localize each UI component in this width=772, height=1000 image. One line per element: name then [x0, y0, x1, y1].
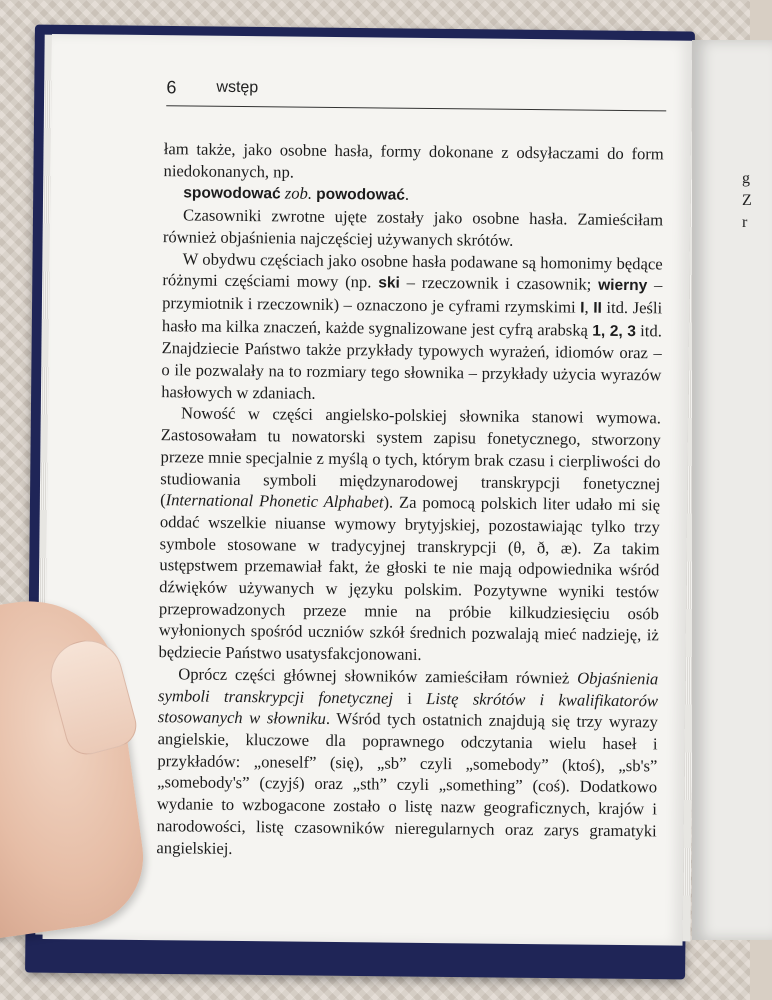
- italic-term: International Phonetic Alphabet: [165, 490, 384, 512]
- headword: spowodować: [183, 184, 281, 203]
- text-run: Nowość w części angielsko-polskiej słownika stanowi wymowa. Zastosowałam tu nowatorski system zapisu fonetycznego, stworzony przeze mnie specjalnie z myślą o tych, którym brak czasu i cierpliwości do studiowania symboli międzynarodowej transkrypcji fonetycznej (: [160, 403, 662, 510]
- headword: wierny: [598, 276, 648, 295]
- arabic-numerals: 1, 2, 3: [592, 322, 636, 340]
- italic-title: Objaśnienia symboli transkrypcji fonetycznej: [157, 668, 659, 708]
- body-text: [156, 138, 664, 863]
- text-run: – przymiotnik i rzeczownik) – oznaczono je cyframi rzymskimi: [162, 275, 663, 317]
- text-run: i: [392, 688, 427, 708]
- text-run: . Wśród tych ostatnich znajdują się trzy wyrazy angielskie, kluczowe dla poprawnego odczytania wielu haseł i przykładów: „oneself” (się), „sb” czyli „somebody” (ktoś), „sb's” „somebody's” (czyjś) oraz „sth” czyli „something” (coś). Dodatkowo wydanie to wzbogacone zostało o listę nazw geograficznych, krajów i narodowości, listę czasowników nieregularnych oraz zarys gramatyki angielskiej.: [156, 709, 658, 858]
- text-run: Oprócz części głównej słowników zamieściłam również: [178, 664, 578, 688]
- right-page-fragment: r: [742, 214, 748, 231]
- right-page-edge: [692, 40, 772, 940]
- roman-numeral: I: [580, 299, 585, 317]
- text-run: itd. Jeśli hasło ma kilka znaczeń, każde sygnalizowane jest cyfrą arabską: [161, 297, 663, 340]
- text-run: ,: [584, 297, 594, 317]
- section-title: wstęp: [216, 78, 259, 97]
- cross-reference: zob.: [284, 183, 313, 204]
- right-page-fragment: g: [742, 170, 750, 187]
- headword: ski: [378, 274, 400, 292]
- punctuation: .: [404, 185, 410, 205]
- running-head: [166, 75, 666, 111]
- paragraph-5: [158, 403, 661, 669]
- paragraph-6: [156, 663, 658, 864]
- paragraph-3: Czasowniki zwrotne ujęte zostały jako osobne hasła. Zamieściłam również objaśnienia najczęściej używanych skrótów.: [162, 205, 664, 250]
- headword: powodować: [316, 186, 405, 205]
- paragraph-1: łam także, jako osobne hasła, formy dokonane z odsyłaczami do form niedokonanych, np.: [163, 139, 664, 182]
- page-number: 6: [166, 77, 177, 98]
- text-run: – rzeczownik i czasownik;: [399, 272, 599, 294]
- paragraph-4: [161, 248, 663, 408]
- text-run: itd. Znajdziecie Państwo także przykłady typowych wyrażeń, idiomów oraz – o ile pozwalały na to rozmiary tego słownika – przykłady użycia wyrazów hasłowych w zdaniach.: [161, 320, 663, 403]
- text-run: ). Za pomocą polskich liter udało mi się oddać wszelkie niuanse wymowy brytyjskiej, pozostawiając tylko trzy symbole stosowane w tradycyjnej transkrypcji (θ, ð, æ). Za takim ustępstwem przemawiał fakt, że głoski te nie mają odpowiednika wśród dźwięków używanych w języku polskim. Pozytywne wyniki testów przeprowadzonych przeze mnie na próbie kilkudziesięciu osób wyłonionych spośród uczniów szkół średnich pozwalają mieć nadzieję, iż będziecie Państwo usatysfakcjonowani.: [158, 492, 661, 665]
- book-page: [43, 34, 692, 946]
- right-page-fragment: Z: [742, 192, 752, 209]
- italic-title: Listę skrótów i kwalifikatorów stosowanych w słowniku: [157, 688, 659, 729]
- text-run: W obydwu częściach jako osobne hasła podawane są homonimy będące różnymi częściami mowy (np.: [162, 248, 663, 292]
- roman-numeral: II: [593, 299, 602, 317]
